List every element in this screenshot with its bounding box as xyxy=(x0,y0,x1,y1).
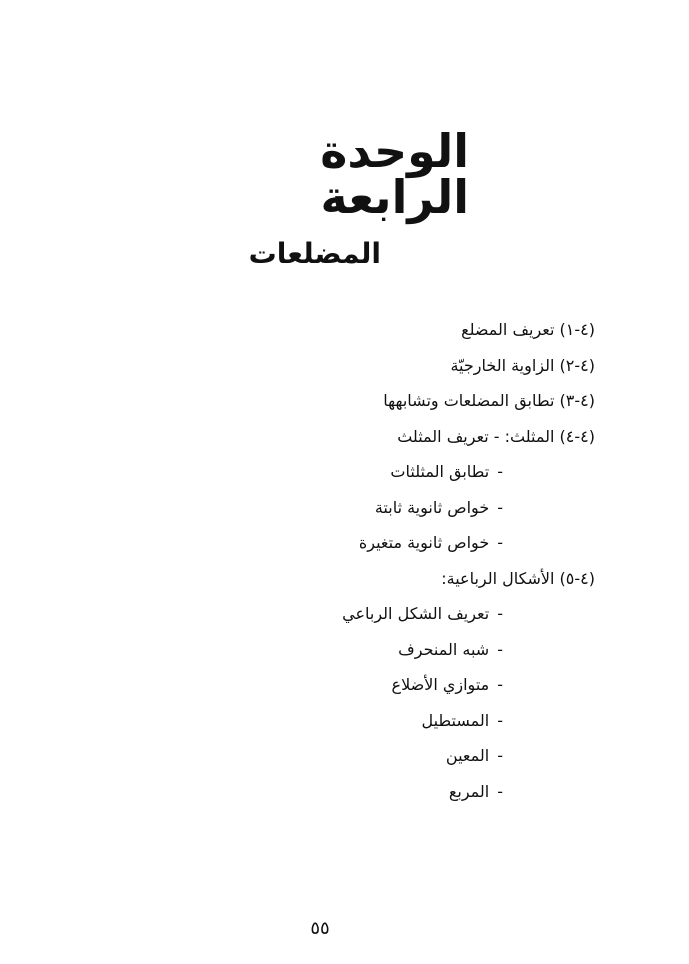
toc-subitem-text: شبه المنحرف xyxy=(398,639,490,659)
toc-dash: - xyxy=(497,675,503,694)
page-number: ٥٥ xyxy=(310,918,330,939)
toc-item-text: (٤-٤) المثلث: - تعريف المثلث xyxy=(397,426,595,446)
toc-subitem-rhombus xyxy=(175,744,595,780)
toc-subitem-text: تعريف الشكل الرباعي xyxy=(342,604,490,623)
table-of-contents xyxy=(175,318,595,815)
toc-subitem-text: خواص ثانوية متغيرة xyxy=(358,533,490,552)
toc-subitem-triangle-congruence xyxy=(175,460,595,496)
toc-dash: - xyxy=(497,604,503,623)
toc-subitem-square xyxy=(175,780,595,816)
toc-subitem-rectangle xyxy=(175,709,595,745)
toc-item-quadrilaterals xyxy=(175,567,595,603)
toc-dash: - xyxy=(497,462,503,481)
toc-subitem-text: المعين xyxy=(445,746,490,765)
toc-dash: - xyxy=(497,639,503,659)
toc-item-text: (٤-١) تعريف المضلع xyxy=(461,320,595,339)
toc-dash: - xyxy=(497,497,503,517)
toc-subitem-parallelogram xyxy=(175,673,595,709)
toc-subitem-variable-properties xyxy=(175,531,595,567)
toc-dash: - xyxy=(497,781,503,801)
toc-item-definition-polygon xyxy=(175,318,595,354)
toc-item-congruence-similarity xyxy=(175,389,595,425)
toc-item-exterior-angle xyxy=(175,354,595,390)
toc-item-text: (٤-٢) الزاوية الخارجيّة xyxy=(450,355,595,375)
unit-title: الوحدة الرابعة xyxy=(320,124,469,224)
toc-subitem-text: المستطيل xyxy=(421,710,490,730)
toc-dash: - xyxy=(497,710,503,730)
toc-item-triangle xyxy=(175,425,595,461)
toc-subitem-text: تطابق المثلثات xyxy=(390,462,490,481)
toc-subitem-trapezoid xyxy=(175,638,595,674)
toc-subitem-fixed-properties xyxy=(175,496,595,532)
toc-subitem-text: المربع xyxy=(448,781,490,801)
toc-item-text: (٤-٣) تطابق المضلعات وتشابهها xyxy=(383,391,595,410)
unit-subtitle: المضلعات xyxy=(248,237,381,270)
toc-item-text: (٤-٥) الأشكال الرباعية: xyxy=(441,568,595,588)
toc-subitem-text: خواص ثانوية ثابتة xyxy=(374,497,490,517)
toc-dash: - xyxy=(497,533,503,552)
toc-subitem-quadrilateral-definition xyxy=(175,602,595,638)
toc-dash: - xyxy=(497,746,503,765)
toc-subitem-text: متوازي الأضلاع xyxy=(391,675,490,694)
